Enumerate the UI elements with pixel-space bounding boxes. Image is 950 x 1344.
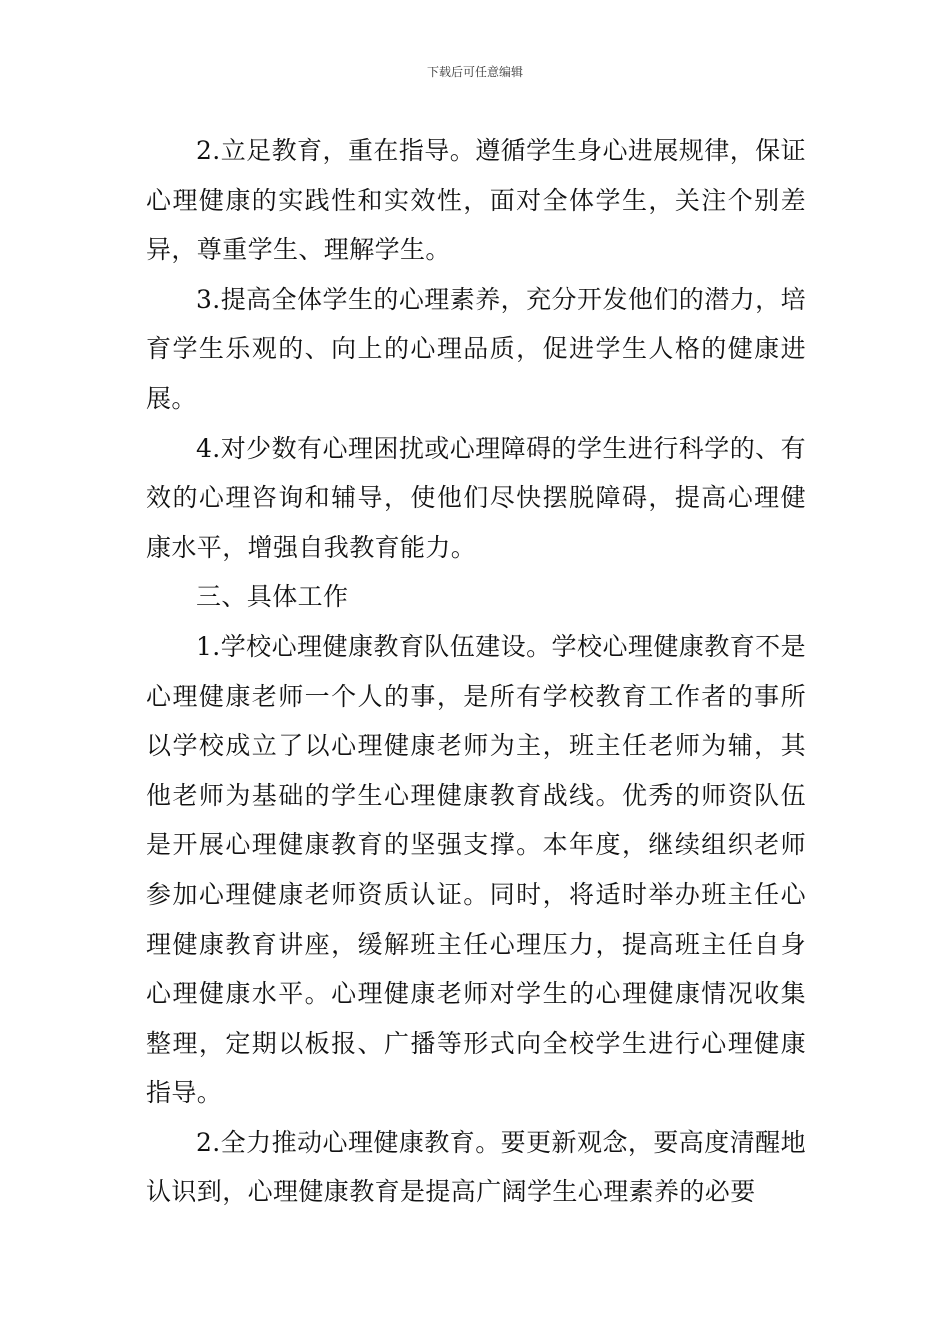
page-header-note: 下载后可任意编辑 [426,65,523,79]
paragraph-goal-3: 3.提高全体学生的心理素养，充分开发他们的潜力，培育学生乐观的、向上的心理品质，促进学生人格的健康进展。 [146,284,806,413]
paragraph-goal-4: 4.对少数有心理困扰或心理障碍的学生进行科学的、有效的心理咨询和辅导，使他们尽快摆脱障碍，提高心理健康水平，增强自我教育能力。 [146,433,806,562]
paragraph-work-2: 2.全力推动心理健康教育。要更新观念，要高度清醒地认识到，心理健康教育是提高广阔学生心理素养的必要 [146,1127,806,1207]
section-heading-specific-work: 三、具体工作 [196,582,349,612]
document-body [146,126,806,1217]
paragraph-goal-2: 2.立足教育，重在指导。遵循学生身心进展规律，保证心理健康的实践性和实效性，面对全体学生，关注个别差异，尊重学生、理解学生。 [146,136,806,265]
paragraph-work-1: 1.学校心理健康教育队伍建设。学校心理健康教育不是心理健康老师一个人的事，是所有学校教育工作者的事所以学校成立了以心理健康老师为主，班主任老师为辅，其他老师为基础的学生心理健康教育战线。优秀的师资队伍是开展心理健康教育的坚强支撑。本年度，继续组织老师参加心理健康老师资质认证。同时，将适时举办班主任心理健康教育讲座，缓解班主任心理压力，提高班主任自身心理健康水平。心理健康老师对学生的心理健康情况收集整理，定期以板报、广播等形式向全校学生进行心理健康指导。 [146,631,806,1108]
